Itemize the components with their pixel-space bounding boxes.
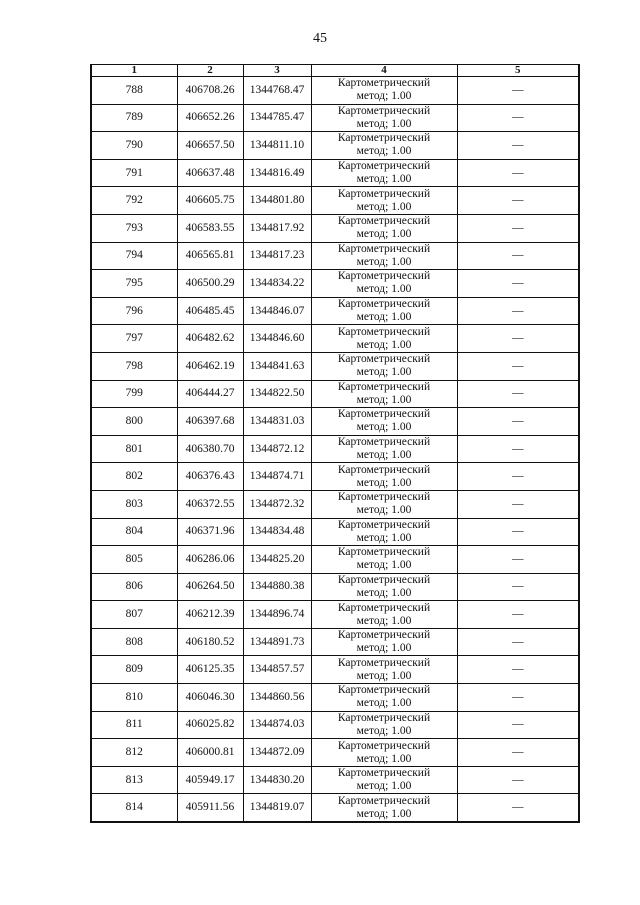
method-line-1: Картометрический: [337, 518, 431, 531]
point-number-cell: 809: [91, 656, 177, 684]
method-line-1: Картометрический: [337, 104, 431, 117]
x-coordinate-cell: 406264.50: [177, 573, 243, 601]
x-coordinate-cell: 406372.55: [177, 490, 243, 518]
x-coordinate-cell: 406462.19: [177, 352, 243, 380]
point-number-cell: 806: [91, 573, 177, 601]
y-coordinate-cell: 1344825.20: [243, 546, 311, 574]
y-coordinate-cell: 1344872.09: [243, 739, 311, 767]
point-number-cell: 800: [91, 408, 177, 436]
method-cell: [311, 325, 457, 353]
method-line-1: Картометрический: [337, 794, 431, 807]
x-coordinate-cell: 406500.29: [177, 270, 243, 298]
y-coordinate-cell: 1344819.07: [243, 794, 311, 822]
note-cell: —: [457, 766, 579, 794]
method-cell: [311, 739, 457, 767]
y-coordinate-cell: 1344860.56: [243, 684, 311, 712]
method-line-1: Картометрический: [337, 491, 431, 504]
method-line-2: метод; 1.00: [356, 642, 412, 655]
table-row: [91, 159, 579, 187]
note-cell: —: [457, 546, 579, 574]
note-cell: —: [457, 518, 579, 546]
table-row: [91, 380, 579, 408]
column-header-5: 5: [457, 65, 579, 77]
point-number-cell: 808: [91, 628, 177, 656]
method-line-2: метод; 1.00: [356, 200, 412, 213]
table-row: [91, 325, 579, 353]
method-line-1: Картометрический: [337, 656, 431, 669]
method-cell: [311, 711, 457, 739]
x-coordinate-cell: 406482.62: [177, 325, 243, 353]
method-line-2: метод; 1.00: [356, 586, 412, 599]
table-row: [91, 711, 579, 739]
y-coordinate-cell: 1344811.10: [243, 132, 311, 160]
method-line-1: Картометрический: [337, 77, 431, 90]
column-header-4: 4: [311, 65, 457, 77]
column-header-1: 1: [91, 65, 177, 77]
y-coordinate-cell: 1344896.74: [243, 601, 311, 629]
table-row: [91, 435, 579, 463]
method-line-2: метод; 1.00: [356, 283, 412, 296]
method-line-1: Картометрический: [337, 298, 431, 311]
note-cell: —: [457, 325, 579, 353]
note-cell: —: [457, 739, 579, 767]
method-cell: [311, 380, 457, 408]
x-coordinate-cell: 406125.35: [177, 656, 243, 684]
method-cell: [311, 518, 457, 546]
note-cell: —: [457, 104, 579, 132]
method-line-1: Картометрический: [337, 684, 431, 697]
note-cell: —: [457, 132, 579, 160]
x-coordinate-cell: 406212.39: [177, 601, 243, 629]
method-line-2: метод; 1.00: [356, 338, 412, 351]
x-coordinate-cell: 406708.26: [177, 77, 243, 105]
method-line-1: Картометрический: [337, 242, 431, 255]
table-row: [91, 739, 579, 767]
method-line-2: метод; 1.00: [356, 504, 412, 517]
method-cell: [311, 77, 457, 105]
x-coordinate-cell: 406376.43: [177, 463, 243, 491]
point-number-cell: 797: [91, 325, 177, 353]
method-line-1: Картометрический: [337, 353, 431, 366]
method-line-2: метод; 1.00: [356, 117, 412, 130]
x-coordinate-cell: 406444.27: [177, 380, 243, 408]
method-line-2: метод; 1.00: [356, 228, 412, 241]
point-number-cell: 791: [91, 159, 177, 187]
note-cell: —: [457, 270, 579, 298]
y-coordinate-cell: 1344834.22: [243, 270, 311, 298]
method-line-2: метод; 1.00: [356, 752, 412, 765]
method-cell: [311, 435, 457, 463]
method-cell: [311, 463, 457, 491]
note-cell: —: [457, 656, 579, 684]
note-cell: —: [457, 628, 579, 656]
y-coordinate-cell: 1344846.07: [243, 297, 311, 325]
method-cell: [311, 546, 457, 574]
method-line-2: метод; 1.00: [356, 90, 412, 103]
table-row: [91, 628, 579, 656]
method-line-1: Картометрический: [337, 601, 431, 614]
method-line-2: метод; 1.00: [356, 669, 412, 682]
column-header-3: 3: [243, 65, 311, 77]
table-body: [91, 77, 579, 823]
note-cell: —: [457, 187, 579, 215]
method-line-1: Картометрический: [337, 767, 431, 780]
note-cell: —: [457, 242, 579, 270]
note-cell: —: [457, 77, 579, 105]
y-coordinate-cell: 1344830.20: [243, 766, 311, 794]
note-cell: —: [457, 463, 579, 491]
point-number-cell: 796: [91, 297, 177, 325]
method-line-1: Картометрический: [337, 711, 431, 724]
y-coordinate-cell: 1344841.63: [243, 352, 311, 380]
method-cell: [311, 408, 457, 436]
point-number-cell: 810: [91, 684, 177, 712]
table-row: [91, 463, 579, 491]
y-coordinate-cell: 1344822.50: [243, 380, 311, 408]
x-coordinate-cell: 406286.06: [177, 546, 243, 574]
method-cell: [311, 270, 457, 298]
method-cell: [311, 601, 457, 629]
point-number-cell: 793: [91, 214, 177, 242]
note-cell: —: [457, 297, 579, 325]
method-line-1: Картометрический: [337, 463, 431, 476]
method-cell: [311, 490, 457, 518]
method-cell: [311, 573, 457, 601]
point-number-cell: 788: [91, 77, 177, 105]
table-row: [91, 132, 579, 160]
y-coordinate-cell: 1344874.03: [243, 711, 311, 739]
method-line-1: Картометрический: [337, 546, 431, 559]
method-line-2: метод; 1.00: [356, 449, 412, 462]
method-line-1: Картометрический: [337, 160, 431, 173]
method-cell: [311, 104, 457, 132]
point-number-cell: 814: [91, 794, 177, 822]
method-line-1: Картометрический: [337, 270, 431, 283]
column-header-2: 2: [177, 65, 243, 77]
y-coordinate-cell: 1344801.80: [243, 187, 311, 215]
method-line-1: Картометрический: [337, 629, 431, 642]
table-row: [91, 601, 579, 629]
method-line-2: метод; 1.00: [356, 724, 412, 737]
table-row: [91, 794, 579, 822]
method-cell: [311, 766, 457, 794]
x-coordinate-cell: 406380.70: [177, 435, 243, 463]
point-number-cell: 813: [91, 766, 177, 794]
note-cell: —: [457, 214, 579, 242]
table-row: [91, 297, 579, 325]
note-cell: —: [457, 380, 579, 408]
table-row: [91, 546, 579, 574]
x-coordinate-cell: 406605.75: [177, 187, 243, 215]
method-line-1: Картометрический: [337, 573, 431, 586]
page-number: 45: [313, 31, 327, 46]
table-row: [91, 656, 579, 684]
method-cell: [311, 132, 457, 160]
method-cell: [311, 297, 457, 325]
note-cell: —: [457, 573, 579, 601]
point-number-cell: 789: [91, 104, 177, 132]
y-coordinate-cell: 1344816.49: [243, 159, 311, 187]
method-line-2: метод; 1.00: [356, 311, 412, 324]
method-line-1: Картометрический: [337, 739, 431, 752]
method-cell: [311, 214, 457, 242]
y-coordinate-cell: 1344891.73: [243, 628, 311, 656]
method-line-2: метод; 1.00: [356, 476, 412, 489]
table-row: [91, 104, 579, 132]
method-line-1: Картометрический: [337, 215, 431, 228]
method-cell: [311, 352, 457, 380]
point-number-cell: 795: [91, 270, 177, 298]
coordinates-table: [90, 64, 580, 823]
note-cell: —: [457, 684, 579, 712]
point-number-cell: 803: [91, 490, 177, 518]
method-cell: [311, 187, 457, 215]
method-cell: [311, 656, 457, 684]
point-number-cell: 804: [91, 518, 177, 546]
method-line-1: Картометрический: [337, 187, 431, 200]
method-line-2: метод; 1.00: [356, 559, 412, 572]
x-coordinate-cell: 406637.48: [177, 159, 243, 187]
table-row: [91, 352, 579, 380]
point-number-cell: 812: [91, 739, 177, 767]
table-row: [91, 766, 579, 794]
x-coordinate-cell: 406565.81: [177, 242, 243, 270]
table-header-row: [91, 65, 579, 77]
method-line-2: метод; 1.00: [356, 366, 412, 379]
x-coordinate-cell: 406025.82: [177, 711, 243, 739]
method-line-1: Картометрический: [337, 436, 431, 449]
note-cell: —: [457, 711, 579, 739]
method-line-1: Картометрический: [337, 132, 431, 145]
method-line-2: метод; 1.00: [356, 531, 412, 544]
table-row: [91, 684, 579, 712]
note-cell: —: [457, 794, 579, 822]
y-coordinate-cell: 1344785.47: [243, 104, 311, 132]
method-line-2: метод; 1.00: [356, 697, 412, 710]
note-cell: —: [457, 159, 579, 187]
method-line-2: метод; 1.00: [356, 614, 412, 627]
table-row: [91, 490, 579, 518]
method-line-1: Картометрический: [337, 380, 431, 393]
table-row: [91, 408, 579, 436]
y-coordinate-cell: 1344817.92: [243, 214, 311, 242]
table-row: [91, 187, 579, 215]
point-number-cell: 794: [91, 242, 177, 270]
table-row: [91, 214, 579, 242]
y-coordinate-cell: 1344872.12: [243, 435, 311, 463]
method-cell: [311, 628, 457, 656]
y-coordinate-cell: 1344817.23: [243, 242, 311, 270]
note-cell: —: [457, 601, 579, 629]
method-cell: [311, 684, 457, 712]
method-line-2: метод; 1.00: [356, 173, 412, 186]
y-coordinate-cell: 1344831.03: [243, 408, 311, 436]
method-line-2: метод; 1.00: [356, 780, 412, 793]
point-number-cell: 799: [91, 380, 177, 408]
x-coordinate-cell: 406652.26: [177, 104, 243, 132]
x-coordinate-cell: 406485.45: [177, 297, 243, 325]
x-coordinate-cell: 406180.52: [177, 628, 243, 656]
y-coordinate-cell: 1344846.60: [243, 325, 311, 353]
method-line-1: Картометрический: [337, 325, 431, 338]
method-cell: [311, 794, 457, 822]
point-number-cell: 805: [91, 546, 177, 574]
x-coordinate-cell: 406657.50: [177, 132, 243, 160]
method-line-2: метод; 1.00: [356, 145, 412, 158]
method-cell: [311, 159, 457, 187]
table-row: [91, 270, 579, 298]
table-row: [91, 242, 579, 270]
y-coordinate-cell: 1344872.32: [243, 490, 311, 518]
point-number-cell: 801: [91, 435, 177, 463]
note-cell: —: [457, 435, 579, 463]
y-coordinate-cell: 1344857.57: [243, 656, 311, 684]
point-number-cell: 790: [91, 132, 177, 160]
method-line-1: Картометрический: [337, 408, 431, 421]
note-cell: —: [457, 490, 579, 518]
table-row: [91, 518, 579, 546]
point-number-cell: 807: [91, 601, 177, 629]
point-number-cell: 792: [91, 187, 177, 215]
x-coordinate-cell: 405911.56: [177, 794, 243, 822]
x-coordinate-cell: 406397.68: [177, 408, 243, 436]
x-coordinate-cell: 406000.81: [177, 739, 243, 767]
method-line-2: метод; 1.00: [356, 393, 412, 406]
x-coordinate-cell: 406046.30: [177, 684, 243, 712]
note-cell: —: [457, 352, 579, 380]
y-coordinate-cell: 1344768.47: [243, 77, 311, 105]
method-cell: [311, 242, 457, 270]
y-coordinate-cell: 1344834.48: [243, 518, 311, 546]
table-row: [91, 77, 579, 105]
point-number-cell: 798: [91, 352, 177, 380]
point-number-cell: 802: [91, 463, 177, 491]
x-coordinate-cell: 405949.17: [177, 766, 243, 794]
note-cell: —: [457, 408, 579, 436]
x-coordinate-cell: 406583.55: [177, 214, 243, 242]
y-coordinate-cell: 1344874.71: [243, 463, 311, 491]
table-row: [91, 573, 579, 601]
method-line-2: метод; 1.00: [356, 421, 412, 434]
x-coordinate-cell: 406371.96: [177, 518, 243, 546]
method-line-2: метод; 1.00: [356, 255, 412, 268]
method-line-2: метод; 1.00: [356, 807, 412, 820]
y-coordinate-cell: 1344880.38: [243, 573, 311, 601]
point-number-cell: 811: [91, 711, 177, 739]
